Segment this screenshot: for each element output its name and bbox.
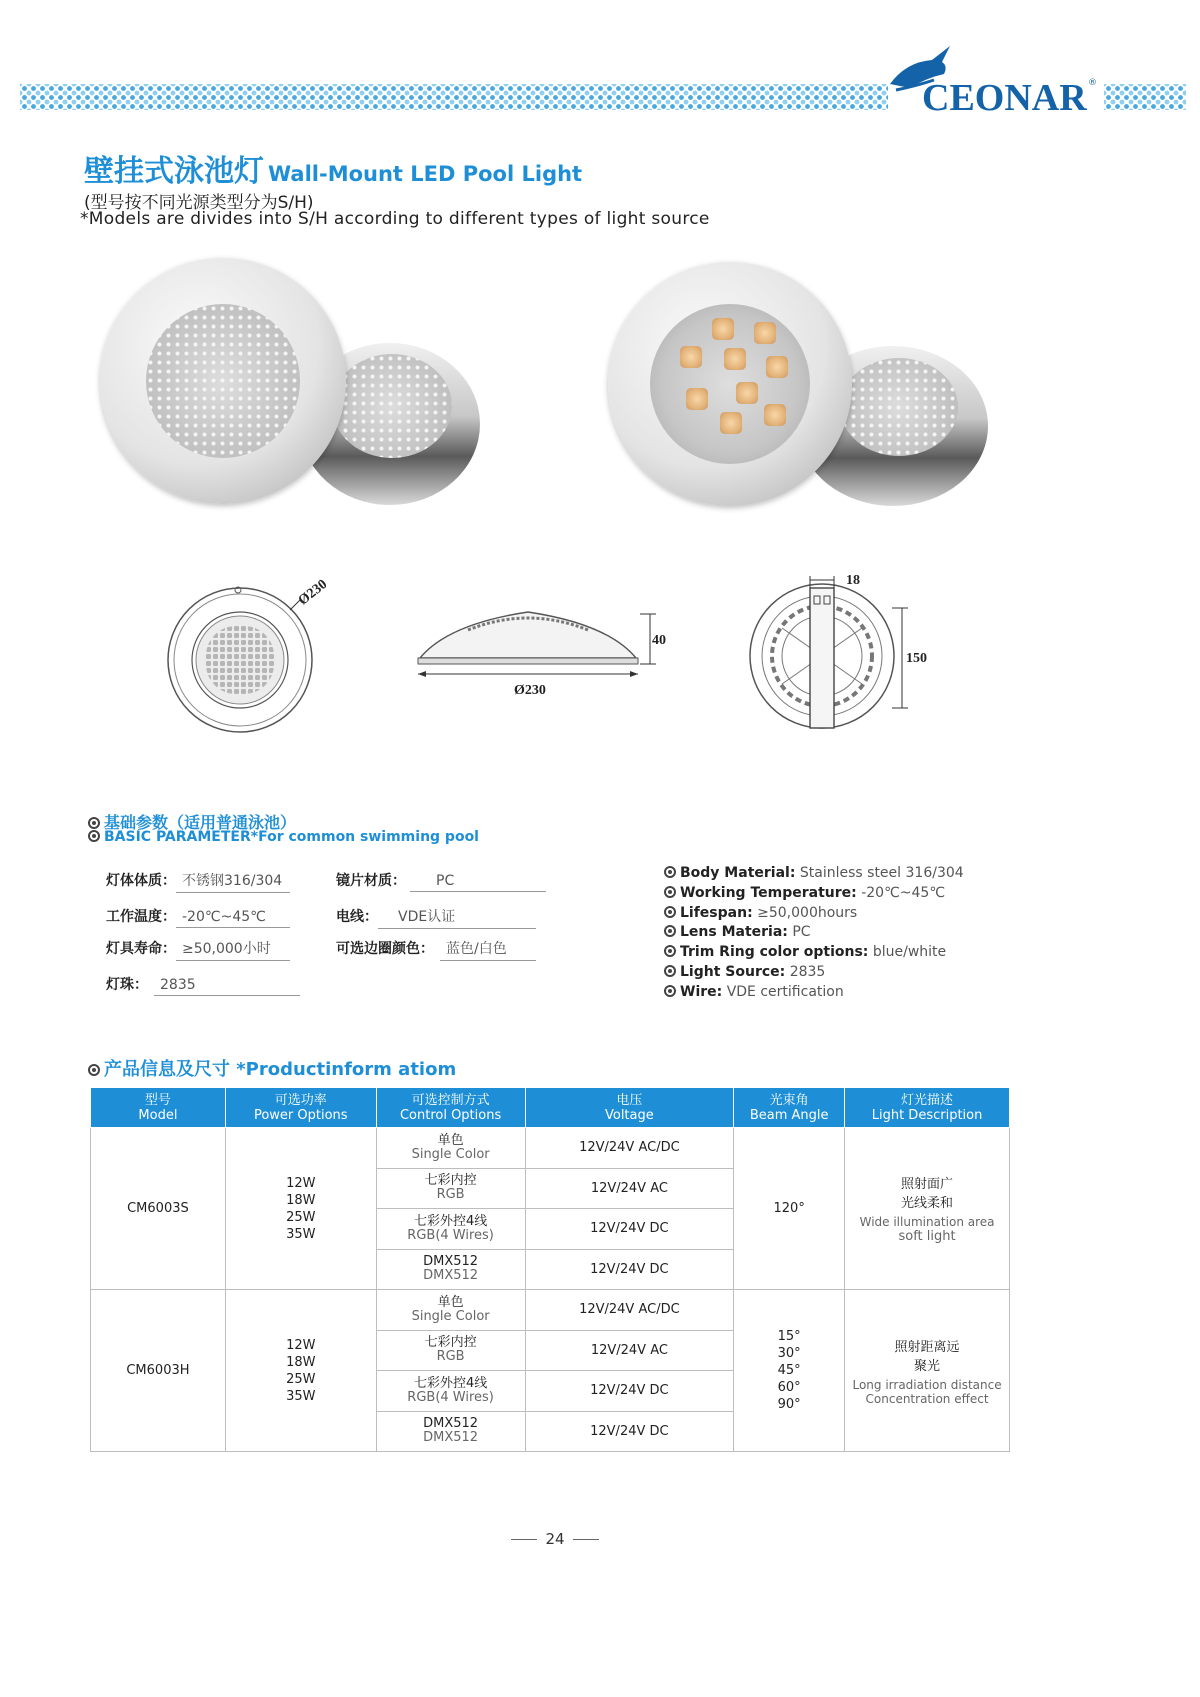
param-lens-en: Lens Materia: PC [664, 923, 964, 943]
registered-mark: ® [1088, 78, 1097, 88]
bullet-icon [88, 1064, 100, 1076]
product-photo-h [608, 262, 1008, 522]
header-control: 可选控制方式 Control Options [376, 1088, 525, 1128]
side-height-label: 40 [652, 633, 666, 648]
page-title [84, 146, 582, 190]
control-cell: 单色 Single Color [376, 1290, 525, 1331]
control-cell: 单色 Single Color [376, 1128, 525, 1169]
basic-param-heading-cn: 基础参数（适用普通泳池） [88, 810, 296, 833]
model-cell: CM6003H [91, 1290, 226, 1452]
back-width-label: 18 [846, 573, 860, 588]
param-lifespan-cn: 灯具寿命： ≥50,000小时 [106, 938, 290, 961]
front-view-drawing [150, 570, 370, 750]
desc-cell: 照射面广 光线柔和 Wide illumination area soft light [845, 1128, 1010, 1290]
param-ring-color-cn: 可选边圈颜色： 蓝色/白色 [336, 938, 536, 961]
header-dot-band [20, 84, 888, 110]
power-cell: 12W 18W 25W 35W [225, 1290, 376, 1452]
param-led-cn: 灯珠： 2835 [106, 974, 300, 996]
voltage-cell: 12V/24V AC/DC [525, 1128, 734, 1169]
param-light-source-en: Light Source: 2835 [664, 963, 964, 983]
voltage-cell: 12V/24V AC [525, 1168, 734, 1209]
brand-logo [892, 48, 1102, 118]
param-body-material-cn: 灯体体质： 不锈钢316/304 [106, 870, 290, 893]
bullet-icon [88, 830, 100, 842]
beam-cell: 120° [734, 1128, 845, 1290]
param-lifespan-en: Lifespan: ≥50,000hours [664, 904, 964, 924]
basic-param-en-list [664, 864, 964, 1003]
product-photo-s [100, 258, 500, 518]
control-cell: 七彩外控4线 RGB(4 Wires) [376, 1371, 525, 1412]
control-cell: 七彩内控 RGB [376, 1168, 525, 1209]
param-body-material-en: Body Material: Stainless steel 316/304 [664, 864, 964, 884]
back-height-label: 150 [906, 651, 927, 666]
voltage-cell: 12V/24V DC [525, 1209, 734, 1250]
table-row [91, 1128, 1010, 1169]
voltage-cell: 12V/24V DC [525, 1371, 734, 1412]
title-cn: 壁挂式泳池灯 [84, 154, 264, 189]
side-diameter-label: Ø230 [514, 683, 546, 698]
control-cell: DMX512 DMX512 [376, 1249, 525, 1290]
header-dot-band-right [1104, 84, 1186, 110]
header-light-desc: 灯光描述 Light Description [845, 1088, 1010, 1128]
side-view-drawing [408, 594, 678, 704]
bullet-icon [88, 817, 100, 829]
control-cell: DMX512 DMX512 [376, 1411, 525, 1452]
header-model: 型号 Model [91, 1088, 226, 1128]
voltage-cell: 12V/24V AC/DC [525, 1290, 734, 1331]
page-number: 24 [0, 1530, 1110, 1548]
voltage-cell: 12V/24V DC [525, 1249, 734, 1290]
param-wire-cn: 电线： VDE认证 [336, 906, 536, 929]
header-voltage: 电压 Voltage [525, 1088, 734, 1128]
title-en: Wall-Mount LED Pool Light [268, 162, 583, 186]
control-cell: 七彩外控4线 RGB(4 Wires) [376, 1209, 525, 1250]
power-cell: 12W 18W 25W 35W [225, 1128, 376, 1290]
table-header-row [91, 1088, 1010, 1128]
param-ring-color-en: Trim Ring color options: blue/white [664, 943, 964, 963]
table-row [91, 1290, 1010, 1331]
subtitle-cn: (型号按不同光源类型分为S/H) [84, 193, 314, 213]
param-lens-cn: 镜片材质： PC [336, 870, 546, 892]
param-temperature-cn: 工作温度： -20℃~45℃ [106, 906, 290, 928]
back-view-drawing [742, 568, 942, 738]
header-beam-angle: 光束角 Beam Angle [734, 1088, 845, 1128]
brand-name: CEONAR [922, 77, 1087, 119]
model-cell: CM6003S [91, 1128, 226, 1290]
param-temperature-en: Working Temperature: -20℃~45℃ [664, 884, 964, 904]
beam-cell: 15° 30° 45° 60° 90° [734, 1290, 845, 1452]
product-info-heading: 产品信息及尺寸 *Productinform atiom [88, 1055, 456, 1081]
voltage-cell: 12V/24V AC [525, 1330, 734, 1371]
voltage-cell: 12V/24V DC [525, 1411, 734, 1452]
header-power: 可选功率 Power Options [225, 1088, 376, 1128]
subtitle-en: *Models are divides into S/H according to different types of light source [80, 209, 710, 229]
control-cell: 七彩内控 RGB [376, 1330, 525, 1371]
front-diameter-label: Ø230 [295, 577, 331, 609]
product-spec-table [90, 1087, 1010, 1452]
param-wire-en: Wire: VDE certification [664, 983, 964, 1003]
desc-cell: 照射距离远 聚光 Long irradiation distance Concentration effect [845, 1290, 1010, 1452]
basic-param-heading-en: BASIC PARAMETER*For common swimming pool [88, 829, 479, 845]
